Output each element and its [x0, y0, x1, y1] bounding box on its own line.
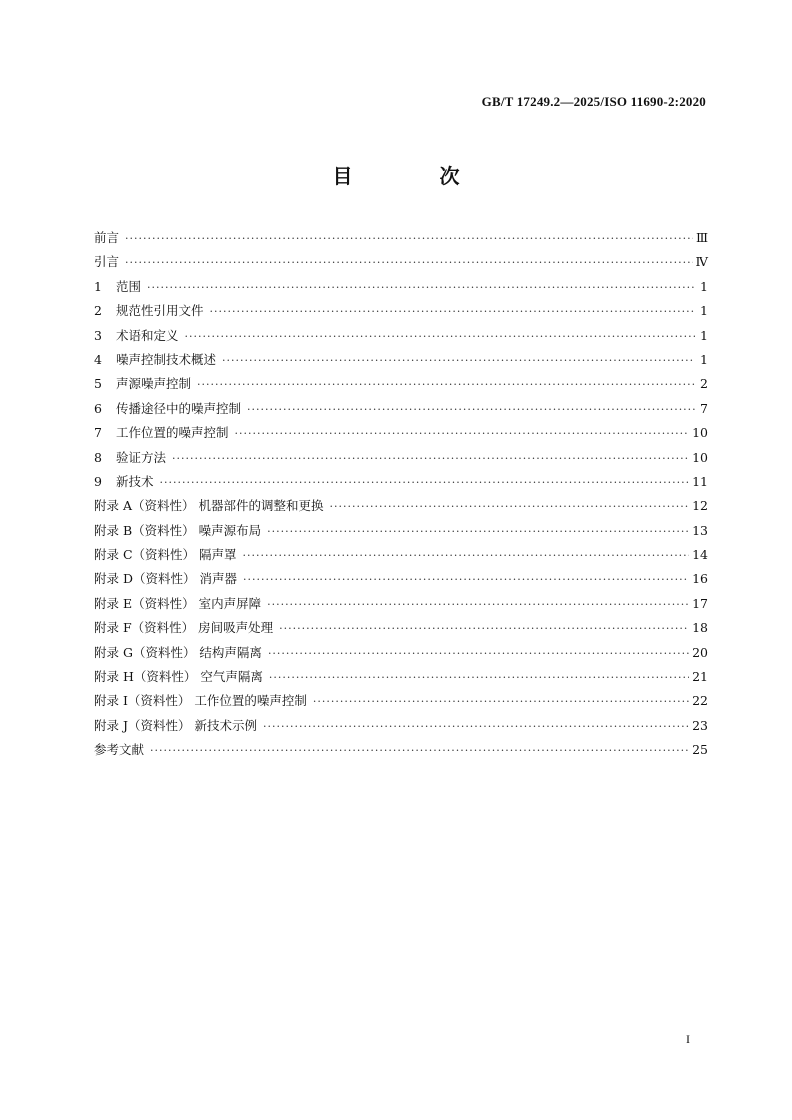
toc-entry[interactable]	[94, 397, 708, 421]
toc-entry-label	[94, 543, 237, 567]
toc-entry-text: 噪声控制技术概述	[116, 351, 217, 367]
toc-entry-page: 14	[692, 547, 708, 563]
toc-entry-text: 规范性引用文件	[116, 303, 204, 319]
toc-entry-label	[94, 689, 307, 713]
toc-entry-text: 术语和定义	[116, 327, 179, 343]
toc-entry[interactable]	[94, 226, 708, 250]
toc-entry-number: 3	[94, 327, 102, 343]
toc-entry-page: 1	[700, 278, 708, 294]
toc-leader-dots	[279, 617, 689, 641]
toc-entry-page: 7	[700, 400, 708, 416]
toc-entry-number: 1	[94, 278, 102, 294]
toc-leader-dots	[267, 593, 689, 617]
toc-leader-dots	[243, 568, 689, 592]
toc-entry-label	[94, 348, 216, 372]
toc-entry-text: 附录 H（资料性） 空气声隔离	[94, 669, 263, 685]
toc-leader-dots	[172, 447, 689, 471]
toc-leader-dots	[268, 642, 689, 666]
toc-entry-text: 声源噪声控制	[116, 376, 192, 392]
toc-entry-page: 17	[692, 595, 708, 611]
toc-entry-number: 9	[94, 473, 102, 489]
toc-entry-text: 参考文献	[94, 742, 145, 758]
toc-entry-number: 6	[94, 400, 102, 416]
toc-entry[interactable]	[94, 738, 708, 762]
toc-leader-dots	[329, 495, 689, 519]
toc-entry[interactable]	[94, 689, 708, 713]
toc-leader-dots	[147, 276, 695, 300]
toc-entry-page: 11	[692, 473, 708, 489]
toc-entry-page: 1	[700, 303, 708, 319]
toc-entry-page: 22	[692, 693, 708, 709]
toc-entry[interactable]	[94, 275, 708, 299]
toc-leader-dots	[263, 715, 689, 739]
page-number: I	[686, 1032, 690, 1046]
toc-leader-dots	[185, 325, 695, 349]
toc-entry-page: 25	[692, 742, 708, 758]
toc-entry-page: 1	[700, 351, 708, 367]
toc-entry[interactable]	[94, 665, 708, 689]
toc-entry-label	[94, 397, 241, 421]
toc-entry-text: 引言	[94, 254, 120, 270]
toc-entry-page: Ⅳ	[695, 254, 708, 270]
toc-entry[interactable]	[94, 494, 708, 518]
table-of-contents	[94, 226, 708, 763]
toc-entry-text: 附录 E（资料性） 室内声屏障	[94, 595, 262, 611]
toc-entry-text: 附录 A（资料性） 机器部件的调整和更换	[94, 498, 324, 514]
toc-entry-label	[94, 372, 191, 396]
toc-entry-label	[94, 714, 257, 738]
toc-entry-text: 传播途径中的噪声控制	[116, 400, 242, 416]
toc-entry-number: 7	[94, 425, 102, 441]
toc-entry[interactable]	[94, 519, 708, 543]
toc-entry-text: 前言	[94, 230, 120, 245]
toc-entry-label	[94, 324, 179, 348]
toc-entry[interactable]	[94, 324, 708, 348]
toc-leader-dots	[267, 520, 689, 544]
toc-leader-dots	[160, 471, 690, 495]
toc-leader-dots	[197, 373, 695, 397]
toc-entry-page: 2	[700, 376, 708, 392]
toc-entry-label	[94, 299, 204, 323]
toc-entry-text: 附录 B（资料性） 噪声源布局	[94, 522, 262, 538]
toc-leader-dots	[150, 739, 689, 763]
toc-entry-page: 16	[692, 571, 708, 587]
toc-entry-label	[94, 665, 263, 689]
toc-entry-text: 验证方法	[116, 449, 167, 465]
toc-entry[interactable]	[94, 446, 708, 470]
toc-leader-dots	[125, 227, 693, 251]
toc-entry-label	[94, 616, 273, 640]
toc-entry-text: 范围	[116, 278, 142, 294]
toc-entry-label	[94, 226, 119, 250]
toc-entry-page: 10	[692, 449, 708, 465]
toc-leader-dots	[222, 349, 695, 373]
toc-entry[interactable]	[94, 421, 708, 445]
page-title: 目 次	[332, 164, 500, 188]
toc-entry-label	[94, 738, 144, 762]
toc-entry-number: 8	[94, 449, 102, 465]
toc-entry-label	[94, 519, 261, 543]
toc-entry[interactable]	[94, 616, 708, 640]
toc-entry-page: 18	[692, 620, 708, 636]
toc-entry-page: Ⅲ	[695, 230, 708, 245]
toc-leader-dots	[243, 544, 690, 568]
toc-leader-dots	[247, 398, 695, 422]
document-code: GB/T 17249.2—2025/ISO 11690-2:2020	[481, 94, 706, 109]
toc-entry-text: 新技术	[116, 473, 154, 489]
toc-entry[interactable]	[94, 714, 708, 738]
toc-entry-text: 附录 G（资料性） 结构声隔离	[94, 644, 262, 660]
toc-entry[interactable]	[94, 567, 708, 591]
toc-entry-page: 21	[692, 669, 708, 685]
toc-entry-text: 附录 I（资料性） 工作位置的噪声控制	[94, 693, 307, 709]
toc-leader-dots	[125, 251, 692, 275]
toc-entry-label	[94, 641, 262, 665]
toc-entry[interactable]	[94, 470, 708, 494]
toc-entry[interactable]	[94, 250, 708, 274]
toc-leader-dots	[210, 300, 695, 324]
toc-entry-page: 10	[692, 425, 708, 441]
toc-entry-page: 23	[692, 717, 708, 733]
toc-entry-number: 5	[94, 376, 102, 392]
toc-leader-dots	[235, 422, 690, 446]
toc-entry-label	[94, 494, 323, 518]
toc-entry-page: 1	[700, 327, 708, 343]
toc-entry-text: 附录 D（资料性） 消声器	[94, 571, 237, 587]
toc-entry[interactable]	[94, 299, 708, 323]
toc-entry-text: 工作位置的噪声控制	[116, 425, 229, 441]
toc-entry-label	[94, 592, 261, 616]
toc-leader-dots	[313, 690, 689, 714]
toc-entry-page: 12	[692, 498, 708, 514]
toc-entry-label	[94, 421, 229, 445]
toc-entry-page: 13	[692, 522, 708, 538]
toc-entry-text: 附录 F（资料性） 房间吸声处理	[94, 620, 274, 636]
toc-entry-label	[94, 567, 237, 591]
toc-entry-label	[94, 275, 141, 299]
toc-entry-label	[94, 250, 119, 274]
toc-entry[interactable]	[94, 348, 708, 372]
toc-entry[interactable]	[94, 592, 708, 616]
toc-entry-number: 4	[94, 351, 102, 367]
toc-entry-text: 附录 J（资料性） 新技术示例	[94, 717, 257, 733]
toc-entry[interactable]	[94, 372, 708, 396]
toc-entry-label	[94, 446, 166, 470]
toc-entry-label	[94, 470, 154, 494]
toc-entry[interactable]	[94, 543, 708, 567]
toc-entry-page: 20	[692, 644, 708, 660]
toc-entry-text: 附录 C（资料性） 隔声罩	[94, 547, 237, 563]
toc-entry[interactable]	[94, 641, 708, 665]
toc-entry-number: 2	[94, 303, 102, 319]
toc-leader-dots	[269, 666, 689, 690]
